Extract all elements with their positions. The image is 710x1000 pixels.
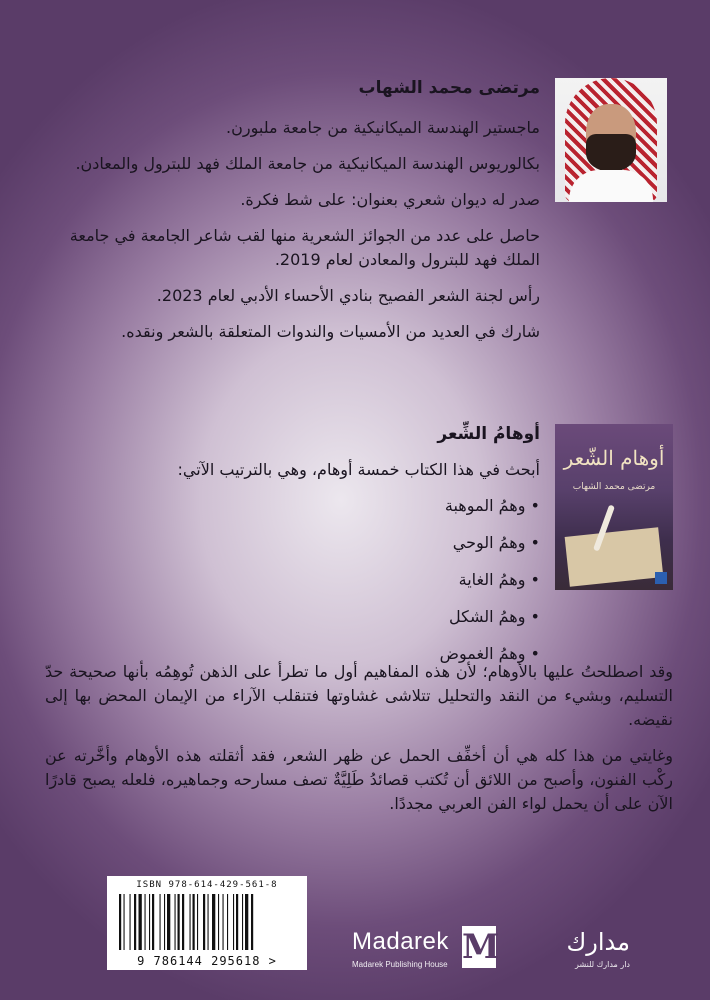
author-name: مرتضى محمد الشهاب (358, 78, 540, 98)
book-section (45, 424, 540, 679)
paragraph-goal: وغايتي من هذا كله هي أن أخفِّف الحمل عن ظهر الشعر، فقد أثقلته هذه الأوهام وأخَّرته عن ركْب الفنون، وأصبح من اللائق أن تُكتب قصائدُ طَلِيَّةٌ تصف مسارحه وجماهيره، فلعله يصبح قادرًا الآن على أن يحمل لواء الفن العربي مجددًا. (45, 746, 673, 813)
list-item: • وهمُ الشكل (45, 605, 540, 629)
author-section (45, 78, 540, 356)
list-item: • وهمُ الوحي (45, 531, 540, 555)
list-item: • وهمُ الغموض (45, 642, 540, 666)
isbn-barcode (107, 876, 307, 970)
publisher-m-icon: M (462, 927, 500, 967)
book-title: أوهامُ الشِّعر (437, 424, 540, 444)
cover-title: أوهام الشّعر (563, 446, 665, 470)
list-item: • وهمُ الغاية (45, 568, 540, 592)
list-item: • وهمُ الموهبة (45, 494, 540, 518)
bio-line-awards: حاصل على عدد من الجوائز الشعرية منها لقب شاعر الجامعة في جامعة الملك فهد للبترول والمعادن لعام 2019. (69, 226, 540, 269)
cover-author: مرتضى محمد الشهاب (572, 482, 656, 492)
description-paragraphs (45, 660, 673, 828)
barcode-number: 9 786144 295618 > (137, 954, 277, 968)
bio-line-committee: رأس لجنة الشعر الفصيح بنادي الأحساء الأدبي لعام 2023. (156, 286, 540, 305)
publisher-name-latin: Madarek (352, 928, 449, 955)
paragraph-illusions: وقد اصطلحتُ عليها بالأوهام؛ لأن هذه المفاهيم أول ما تطرأ على الذهن تُوهِمُه بأنها صحيحة حدّ التسليم، وبشيء من النقد والتحليل تتلاشى غشاوتها فتنقلب الآراء من الإيمان المحض بها إلى نقيضه. (45, 662, 673, 729)
publisher-logo (352, 926, 630, 978)
isbn-text: ISBN 978-614-429-561-8 (136, 880, 278, 890)
illusions-list (45, 494, 540, 666)
bio-line-degree-masters: ماجستير الهندسة الميكانيكية من جامعة ملبورن. (226, 118, 540, 137)
book-cover-thumbnail (555, 424, 673, 590)
bio-line-publication: صدر له ديوان شعري بعنوان: على شط فكرة. (240, 190, 540, 209)
publisher-name-arabic: مدارك (566, 928, 630, 956)
author-photo (555, 78, 667, 202)
bio-line-events: شارك في العديد من الأمسيات والندوات المتعلقة بالشعر ونقده. (121, 322, 540, 341)
publisher-mini-logo (655, 572, 667, 584)
bio-line-degree-bachelor: بكالوريوس الهندسة الميكانيكية من جامعة الملك فهد للبترول والمعادن. (75, 154, 540, 173)
barcode-bars (117, 894, 297, 950)
publisher-tagline-latin: Madarek Publishing House (352, 960, 448, 969)
publisher-tagline-arabic: دار مدارك للنشر (575, 960, 630, 969)
book-intro: أبحث في هذا الكتاب خمسة أوهام، وهي بالترتيب الآتي: (177, 460, 540, 479)
